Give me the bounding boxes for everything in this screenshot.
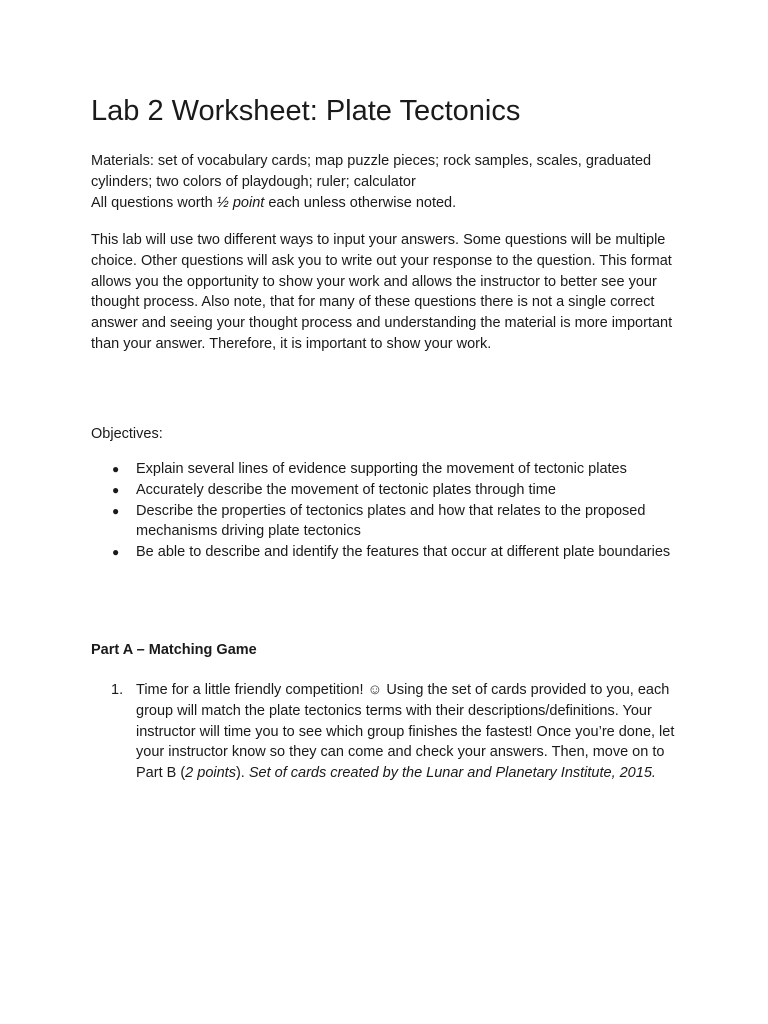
question-number: 1. <box>111 682 124 698</box>
question-item <box>91 680 691 784</box>
question-points: 2 points <box>185 765 236 782</box>
document-title: Lab 2 Worksheet: Plate Tectonics <box>91 95 521 127</box>
question-citation: Set of cards created by the Lunar and Planetary Institute, 2015. <box>248 765 656 782</box>
objectives-label: Objectives: <box>91 426 163 442</box>
question-text: Time for a little friendly competition! ☺ Using the set of cards provided to you, each group will match the plate tectonics terms with their descriptions/definitions. Your instructor will time you to see which group finishes the fastest! Once you’re done, let your instructor know so they can come and check your answers. Then, move on to Part B ( <box>136 682 675 782</box>
bullet-icon: ● <box>112 545 120 560</box>
intro-paragraph: This lab will use two different ways to input your answers. Some questions will be multiple choice. Other questions will ask you to write out your response to the question. This format allows you the opportunity to show your work and allows the instructor to better see your thought process. Also note, that for many of these questions there is not a single correct answer and seeing your thought process and understanding the material is more important than your answer. Therefore, it is important to show your work. <box>91 232 673 352</box>
objective-item <box>91 480 691 501</box>
bullet-icon: ● <box>112 503 120 518</box>
objective-text: Describe the properties of tectonics plates and how that relates to the proposed mechanisms driving plate tectonics <box>136 502 646 540</box>
part-a-questions <box>91 680 691 784</box>
objective-item <box>91 459 691 480</box>
materials-text: Materials: set of vocabulary cards; map puzzle pieces; rock samples, scales, graduated cylinders; two colors of playdough; ruler; calculator <box>91 153 652 190</box>
objective-text: Be able to describe and identify the features that occur at different plate boundaries <box>136 544 671 561</box>
objective-text: Explain several lines of evidence supporting the movement of tectonic plates <box>136 461 627 477</box>
question-after-points: ). <box>235 765 249 782</box>
objective-text: Accurately describe the movement of tectonic plates through time <box>136 481 556 498</box>
objective-item <box>91 501 691 543</box>
points-note-prefix: All questions worth <box>91 194 217 211</box>
objectives-list <box>91 459 691 563</box>
points-note <box>91 193 691 214</box>
part-a-heading: Part A – Matching Game <box>91 642 257 658</box>
bullet-icon: ● <box>112 462 120 476</box>
bullet-icon: ● <box>112 482 120 497</box>
points-note-emphasis: ½ point <box>216 194 265 211</box>
points-note-suffix: each unless otherwise noted. <box>264 194 457 211</box>
objective-item <box>91 542 691 563</box>
materials-section <box>91 151 691 213</box>
